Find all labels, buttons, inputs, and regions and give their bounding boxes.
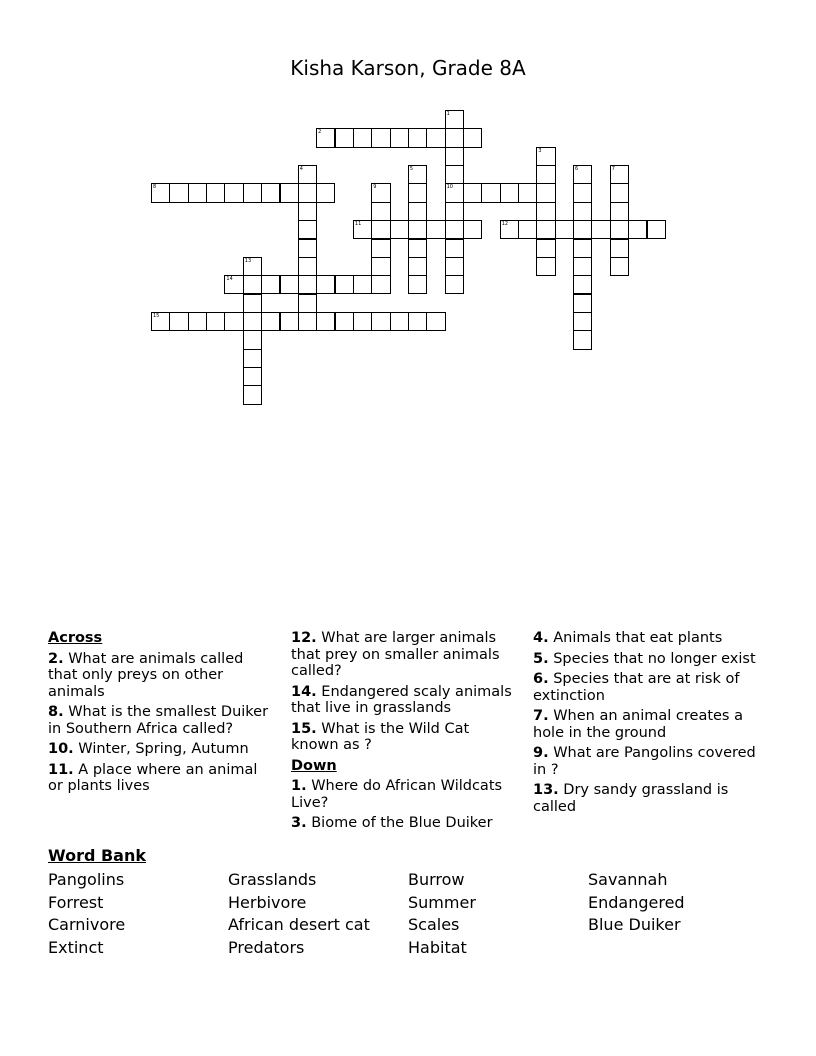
crossword-cell[interactable] — [647, 220, 666, 239]
word-bank-item: Grasslands — [228, 870, 317, 889]
crossword-cell[interactable] — [610, 257, 629, 276]
clue-number-label: 6 — [575, 166, 579, 173]
crossword-cell[interactable] — [481, 183, 500, 202]
crossword-cell[interactable] — [243, 330, 262, 349]
clue-item — [533, 708, 761, 741]
crossword-cell[interactable] — [243, 312, 262, 331]
crossword-cell[interactable] — [573, 294, 592, 313]
down-heading: Down — [291, 757, 337, 774]
word-bank-item: Pangolins — [48, 870, 125, 889]
clue-item — [291, 630, 516, 680]
crossword-cell[interactable] — [243, 275, 262, 294]
word-bank-item: Summer — [408, 892, 476, 912]
clue-number-label: 5 — [409, 166, 414, 173]
crossword-cell[interactable] — [518, 220, 537, 239]
crossword-cell[interactable] — [353, 275, 372, 294]
page-title: Kisha Karson, Grade 8A — [290, 56, 526, 80]
crossword-grid — [0, 0, 816, 420]
word-bank-item: Forrest — [48, 892, 104, 912]
clue-text: Biome of the Blue Duiker — [311, 815, 493, 831]
clue-number: 5. — [533, 650, 549, 667]
crossword-cell[interactable] — [371, 239, 390, 258]
crossword-cell[interactable] — [280, 312, 299, 331]
crossword-cell[interactable] — [445, 165, 464, 184]
word-bank-item: Extinct — [48, 937, 104, 957]
crossword-cell[interactable] — [573, 330, 592, 349]
crossword-cell[interactable] — [261, 312, 280, 331]
crossword-cell[interactable] — [573, 275, 592, 294]
clue-item — [291, 721, 516, 754]
crossword-cell[interactable] — [408, 239, 427, 258]
clue-text: What are Pangolins covered in ? — [533, 745, 756, 778]
word-bank-item: Habitat — [408, 937, 467, 957]
clue-text: Where do African Wildcats Live? — [291, 778, 503, 811]
clue-number-label: 4 — [299, 166, 303, 173]
crossword-cell[interactable] — [224, 275, 243, 294]
clue-number: 15. — [291, 720, 317, 737]
crossword-cell[interactable] — [316, 128, 335, 147]
clue-number: 1. — [291, 778, 307, 794]
crossword-cell[interactable] — [536, 183, 555, 202]
crossword-cell[interactable] — [298, 220, 317, 239]
crossword-cell[interactable] — [610, 239, 629, 258]
clue-text: Animals that eat plants — [553, 630, 723, 646]
clue-column-3 — [533, 630, 761, 819]
clue-number: 4. — [533, 630, 549, 646]
crossword-cell[interactable] — [555, 220, 574, 239]
crossword-cell[interactable] — [408, 220, 427, 239]
crossword-cell[interactable] — [224, 183, 243, 202]
crossword-cell[interactable] — [335, 312, 354, 331]
crossword-cell[interactable] — [408, 202, 427, 221]
crossword-cell[interactable] — [573, 312, 592, 331]
crossword-cell[interactable] — [224, 312, 243, 331]
crossword-cell[interactable] — [536, 165, 555, 184]
word-bank-item: Herbivore — [228, 892, 307, 912]
crossword-cell[interactable] — [371, 257, 390, 276]
crossword-cell[interactable] — [390, 128, 409, 147]
clue-number-label: 3 — [538, 147, 542, 154]
crossword-cell[interactable] — [408, 275, 427, 294]
crossword-cell[interactable] — [408, 312, 427, 331]
clue-text: Winter, Spring, Autumn — [78, 741, 249, 757]
crossword-cell[interactable] — [316, 183, 335, 202]
crossword-cell[interactable] — [243, 183, 262, 202]
clue-item — [48, 762, 273, 795]
crossword-cell[interactable] — [280, 183, 299, 202]
crossword-cell[interactable] — [353, 312, 372, 331]
crossword-cell[interactable] — [298, 165, 317, 184]
clue-item — [533, 671, 761, 704]
crossword-cell[interactable] — [536, 257, 555, 276]
clue-item — [291, 815, 516, 832]
crossword-cell[interactable] — [408, 257, 427, 276]
word-bank-item: Scales — [408, 915, 460, 934]
crossword-cell[interactable] — [261, 275, 280, 294]
crossword-cell[interactable] — [371, 312, 390, 331]
crossword-cell[interactable] — [573, 202, 592, 221]
crossword-cell[interactable] — [390, 220, 409, 239]
crossword-cell[interactable] — [536, 202, 555, 221]
clue-number-label: 1 — [446, 111, 450, 117]
clue-number-label: 14 — [226, 276, 233, 283]
crossword-cell[interactable] — [371, 128, 390, 147]
crossword-cell[interactable] — [298, 183, 317, 202]
clue-item — [48, 651, 273, 701]
crossword-cell[interactable] — [169, 183, 188, 202]
clue-text: A place where an animal or plants lives — [48, 761, 258, 794]
clue-number: 11. — [48, 761, 74, 778]
clue-column-2 — [291, 630, 516, 836]
crossword-cell[interactable] — [536, 147, 555, 166]
crossword-cell[interactable] — [169, 312, 188, 331]
crossword-cell[interactable] — [371, 275, 390, 294]
clue-number-label: 2 — [318, 129, 322, 136]
word-bank-item: Blue Duiker — [588, 915, 681, 934]
clue-number: 13. — [533, 782, 559, 798]
crossword-cell[interactable] — [445, 202, 464, 221]
crossword-cell[interactable] — [610, 165, 629, 184]
clue-text: Species that no longer exist — [553, 650, 756, 667]
clue-number: 7. — [533, 708, 549, 724]
crossword-cell[interactable] — [371, 220, 390, 239]
clue-number: 10. — [48, 741, 74, 757]
clue-item — [533, 651, 761, 668]
clue-number-label: 11 — [354, 221, 362, 228]
crossword-cell[interactable] — [188, 312, 207, 331]
word-bank-item: Burrow — [408, 870, 465, 889]
word-bank-item: Endangered — [588, 892, 685, 912]
crossword-cell[interactable] — [536, 220, 555, 239]
clue-item — [48, 741, 273, 758]
crossword-cell[interactable] — [500, 220, 519, 239]
clue-text: Endangered scaly animals that live in grasslands — [291, 683, 512, 716]
word-bank-column-2 — [228, 869, 370, 959]
crossword-cell[interactable] — [390, 312, 409, 331]
crossword-cell[interactable] — [206, 312, 225, 331]
clue-number: 6. — [533, 671, 549, 687]
clue-item — [291, 684, 516, 717]
crossword-cell[interactable] — [298, 275, 317, 294]
clue-text: When an animal creates a hole in the ground — [533, 708, 743, 741]
crossword-cell[interactable] — [445, 257, 464, 276]
crossword-cell[interactable] — [426, 220, 445, 239]
crossword-cell[interactable] — [573, 257, 592, 276]
crossword-cell[interactable] — [426, 128, 445, 147]
clue-number: 9. — [533, 745, 549, 761]
clue-item — [533, 782, 761, 815]
crossword-cell[interactable] — [206, 183, 225, 202]
clue-number-label: 9 — [373, 184, 377, 191]
clue-number-label: 10 — [446, 184, 453, 191]
crossword-cell[interactable] — [298, 312, 317, 331]
crossword-cell[interactable] — [298, 202, 317, 221]
crossword-cell[interactable] — [243, 349, 262, 368]
crossword-cell[interactable] — [518, 183, 537, 202]
crossword-cell[interactable] — [371, 183, 390, 202]
clue-number: 3. — [291, 815, 307, 831]
crossword-cell[interactable] — [316, 312, 335, 331]
crossword-cell[interactable] — [408, 165, 427, 184]
across-heading: Across — [48, 630, 103, 646]
crossword-cell[interactable] — [316, 275, 335, 294]
crossword-cell[interactable] — [573, 165, 592, 184]
crossword-cell[interactable] — [243, 385, 262, 404]
crossword-cell[interactable] — [353, 220, 372, 239]
crossword-cell[interactable] — [573, 183, 592, 202]
crossword-cell[interactable] — [243, 257, 262, 276]
crossword-cell[interactable] — [463, 220, 482, 239]
crossword-cell[interactable] — [445, 147, 464, 166]
clue-number: 14. — [291, 683, 317, 700]
clue-number-label: 15 — [153, 312, 160, 319]
clue-text: What are larger animals that prey on smaller animals called? — [291, 630, 500, 679]
word-bank-item: African desert cat — [228, 915, 370, 934]
word-bank-column-3 — [408, 869, 476, 959]
clue-number-label: 7 — [611, 166, 615, 173]
crossword-cell[interactable] — [298, 257, 317, 276]
clue-text: Dry sandy grassland is called — [533, 782, 729, 815]
crossword-cell[interactable] — [463, 128, 482, 147]
word-bank-item: Savannah — [588, 870, 668, 889]
crossword-cell[interactable] — [151, 312, 170, 331]
crossword-cell[interactable] — [151, 183, 170, 202]
crossword-cell[interactable] — [610, 220, 629, 239]
crossword-cell[interactable] — [243, 294, 262, 313]
crossword-cell[interactable] — [536, 239, 555, 258]
clue-item — [533, 745, 761, 778]
clue-item — [48, 704, 273, 737]
word-bank-column-1 — [48, 869, 125, 959]
clue-number: 8. — [48, 704, 64, 720]
clue-text: What is the smallest Duiker in Southern Africa called? — [48, 704, 269, 737]
crossword-cell[interactable] — [408, 183, 427, 202]
word-bank-item: Predators — [228, 937, 305, 957]
crossword-cell[interactable] — [445, 128, 464, 147]
crossword-cell[interactable] — [426, 312, 445, 331]
crossword-cell[interactable] — [445, 239, 464, 258]
crossword-cell[interactable] — [463, 183, 482, 202]
crossword-cell[interactable] — [353, 128, 372, 147]
crossword-cell[interactable] — [335, 128, 354, 147]
crossword-cell[interactable] — [371, 202, 390, 221]
crossword-cell[interactable] — [298, 239, 317, 258]
word-bank-item: Carnivore — [48, 915, 126, 934]
crossword-cell[interactable] — [408, 128, 427, 147]
crossword-cell[interactable] — [280, 275, 299, 294]
crossword-cell[interactable] — [573, 220, 592, 239]
clue-text: What are animals called that only preys on other animals — [48, 650, 244, 700]
crossword-cell[interactable] — [445, 183, 464, 202]
crossword-cell[interactable] — [188, 183, 207, 202]
clue-item — [291, 778, 516, 811]
crossword-cell[interactable] — [445, 275, 464, 294]
crossword-cell[interactable] — [243, 367, 262, 386]
clue-column-1 — [48, 630, 273, 799]
crossword-cell[interactable] — [298, 294, 317, 313]
word-bank-heading: Word Bank — [48, 846, 147, 865]
clue-number: 12. — [291, 630, 317, 646]
crossword-cell[interactable] — [628, 220, 647, 239]
crossword-cell[interactable] — [500, 183, 519, 202]
clue-text: Species that are at risk of extinction — [533, 671, 740, 704]
crossword-cell[interactable] — [445, 220, 464, 239]
crossword-cell[interactable] — [610, 202, 629, 221]
clue-text: What is the Wild Cat known as ? — [291, 720, 470, 753]
crossword-cell[interactable] — [335, 275, 354, 294]
clue-number-label: 8 — [153, 184, 157, 191]
crossword-cell[interactable] — [261, 183, 280, 202]
clue-number: 2. — [48, 650, 64, 667]
crossword-cell[interactable] — [591, 220, 610, 239]
word-bank-column-4 — [588, 869, 685, 937]
crossword-cell[interactable] — [573, 239, 592, 258]
clue-number-label: 12 — [501, 221, 509, 228]
crossword-cell[interactable] — [445, 110, 464, 129]
clue-number-label: 13 — [244, 257, 252, 264]
clue-item — [533, 630, 761, 647]
crossword-cell[interactable] — [610, 183, 629, 202]
